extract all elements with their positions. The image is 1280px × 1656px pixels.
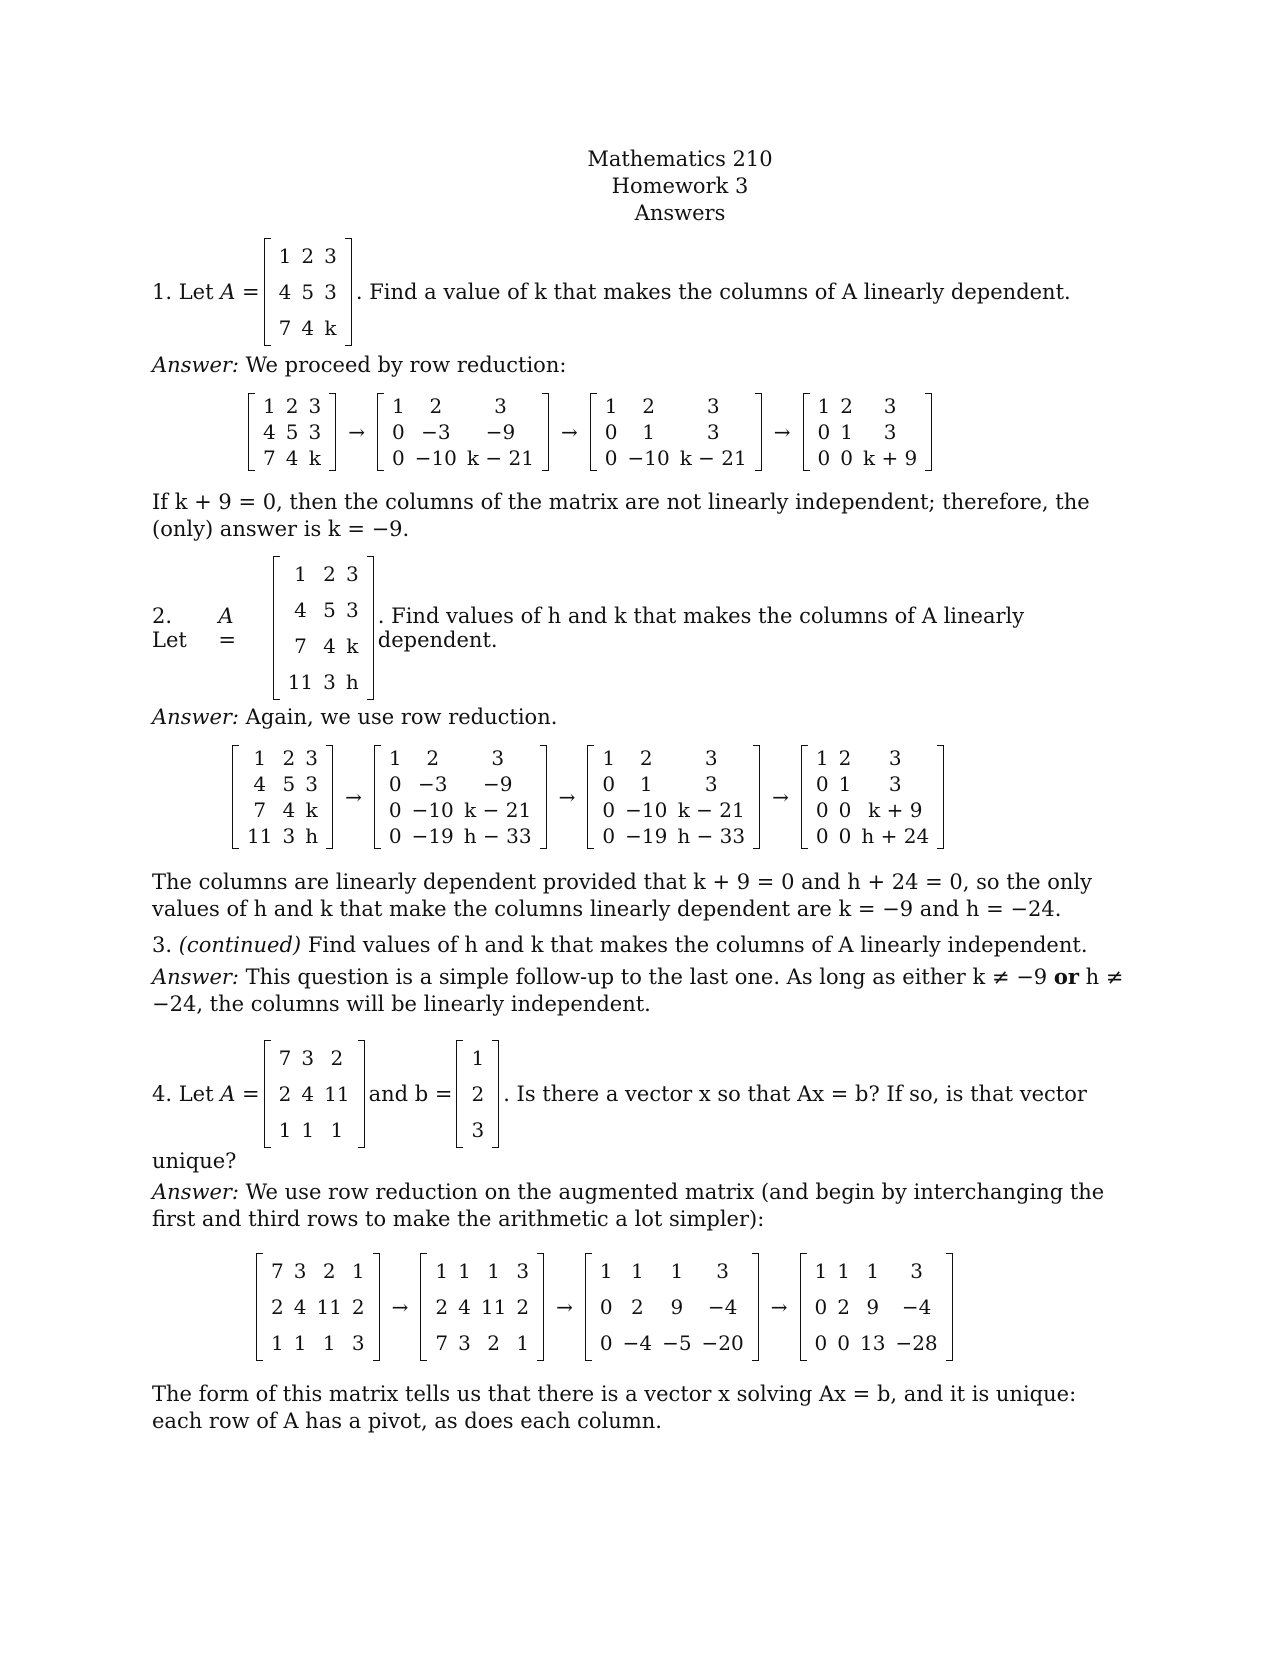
matrix-cell: k − 21 xyxy=(466,446,534,470)
matrix-cell: 1 xyxy=(253,746,267,770)
matrix-cell: 2 xyxy=(639,746,653,770)
answer-intro: We proceed by row reduction: xyxy=(245,353,567,377)
problem-2-answer xyxy=(152,704,1128,731)
matrix-cell: −3 xyxy=(421,420,451,444)
course-title: Mathematics 210 xyxy=(587,147,773,171)
matrix-cell: 1 xyxy=(322,1331,336,1355)
matrix-cell: 2 xyxy=(330,1046,344,1070)
matrix-cell: 3 xyxy=(351,1331,365,1355)
matrix-cell: 3 xyxy=(345,598,359,622)
matrix-cell: 0 xyxy=(388,798,402,822)
matrix-cell: 2 xyxy=(516,1295,530,1319)
matrix-cell: 3 xyxy=(293,1259,307,1283)
matrix-cell: 1 xyxy=(278,244,292,268)
matrix-cell: 4 xyxy=(285,446,299,470)
matrix-cell: 11 xyxy=(324,1082,350,1106)
answer-label: Answer: xyxy=(152,965,239,989)
matrix-cell: 0 xyxy=(388,772,402,796)
matrix-cell: k xyxy=(346,634,359,658)
answer-or: or xyxy=(1053,964,1079,989)
reduction-matrix xyxy=(377,393,549,471)
matrix-cell: 7 xyxy=(253,798,267,822)
reduction-matrix xyxy=(256,1253,380,1361)
matrix-cell: 2 xyxy=(301,244,315,268)
matrix-cell: −4 xyxy=(707,1295,738,1319)
matrix-cell: 3 xyxy=(910,1259,923,1283)
matrix-cell: 3 xyxy=(458,1331,471,1355)
matrix-cell: 0 xyxy=(840,446,853,470)
matrix-cell: h xyxy=(345,670,359,694)
matrix-cell: 11 xyxy=(316,1295,342,1319)
answer-label: Answer: xyxy=(152,705,239,729)
matrix-cell: 2 xyxy=(271,1295,284,1319)
matrix-cell: k − 21 xyxy=(677,798,745,822)
arrow-icon: → xyxy=(773,420,791,444)
matrix-cell: 1 xyxy=(294,562,307,586)
matrix-cell: 7 xyxy=(278,1046,292,1070)
matrix-cell: −19 xyxy=(625,824,668,848)
matrix-cell: 2 xyxy=(322,1259,336,1283)
matrix-cell: 11 xyxy=(247,824,273,848)
matrix-cell: 1 xyxy=(604,394,618,418)
matrix-cell: −3 xyxy=(417,772,448,796)
matrix-cell: 4 xyxy=(278,280,292,304)
reduction-matrix xyxy=(248,393,336,471)
matrix-cell: 1 xyxy=(602,746,616,770)
matrix-cell: 1 xyxy=(391,394,405,418)
matrix-cell: 3 xyxy=(491,746,505,770)
matrix-cell: 4 xyxy=(282,798,296,822)
row-reduction-4 xyxy=(252,1253,1128,1361)
arrow-icon: → xyxy=(558,785,576,809)
matrix-cell: 3 xyxy=(324,244,337,268)
problem-3-statement xyxy=(152,932,1128,959)
matrix-cell: 3 xyxy=(704,746,718,770)
matrix-cell: 4 xyxy=(294,598,307,622)
vector-b xyxy=(456,1040,499,1148)
matrix-cell: 2 xyxy=(278,1082,292,1106)
matrix-cell: 1 xyxy=(351,1259,365,1283)
matrix-cell: 0 xyxy=(388,824,402,848)
matrix-cell: 4 xyxy=(293,1295,307,1319)
homework-title: Homework 3 xyxy=(611,174,749,198)
matrix-cell: 0 xyxy=(604,420,618,444)
matrix-cell: 3 xyxy=(323,670,336,694)
arrow-icon: → xyxy=(556,1295,573,1319)
reduction-matrix xyxy=(801,745,944,849)
problem-3-answer xyxy=(152,963,1128,1018)
matrix-cell: 0 xyxy=(815,824,829,848)
problem-4-question-cont: unique? xyxy=(152,1149,237,1173)
matrix-cell: 1 xyxy=(837,1259,850,1283)
matrix-cell: −28 xyxy=(895,1331,938,1355)
matrix-cell: 1 xyxy=(630,1259,644,1283)
matrix-cell: 3 xyxy=(883,420,897,444)
reduction-matrix xyxy=(420,1253,544,1361)
matrix-a xyxy=(273,556,374,700)
matrix-cell: 1 xyxy=(330,1118,344,1142)
header xyxy=(192,146,1168,227)
matrix-cell: 4 xyxy=(323,634,336,658)
reduction-matrix xyxy=(585,1253,759,1361)
matrix-cell: 1 xyxy=(599,1259,613,1283)
matrix-cell: 3 xyxy=(883,394,897,418)
matrix-cell: 0 xyxy=(604,446,618,470)
matrix-cell: 1 xyxy=(642,420,655,444)
matrix-cell: k xyxy=(308,446,321,470)
matrix-cell: −4 xyxy=(622,1331,653,1355)
matrix-cell: 0 xyxy=(391,446,405,470)
matrix-cell: 1 xyxy=(435,1259,449,1283)
problem-2-conclusion: The columns are linearly dependent provided that k + 9 = 0 and h + 24 = 0, so the only values of h and k that make the columns linearly dependent are k = −9 and h = −24. xyxy=(152,870,1093,921)
problem-4-number: 4. Let xyxy=(152,1082,214,1106)
matrix-cell: −5 xyxy=(662,1331,692,1355)
matrix-cell: 1 xyxy=(817,394,831,418)
matrix-cell: −10 xyxy=(411,798,454,822)
matrix-a xyxy=(264,1040,365,1148)
problem-4-question: . Is there a vector x so that Ax = b? If so, is that vector xyxy=(503,1082,1087,1106)
answers-title: Answers xyxy=(634,201,726,225)
matrix-cell: 2 xyxy=(282,746,296,770)
reduction-matrix xyxy=(374,745,547,849)
matrix-cell: 5 xyxy=(282,772,296,796)
matrix-cell: 3 xyxy=(301,1046,315,1070)
matrix-cell: k + 9 xyxy=(862,446,918,470)
matrix-cell: 3 xyxy=(888,772,902,796)
matrix-cell: h + 24 xyxy=(861,824,930,848)
matrix-cell: 5 xyxy=(323,598,336,622)
matrix-cell: 1 xyxy=(458,1259,471,1283)
matrix-cell: 3 xyxy=(516,1259,530,1283)
answer-intro: Again, we use row reduction. xyxy=(245,705,558,729)
matrix-cell: 0 xyxy=(837,1331,850,1355)
matrix-cell: 1 xyxy=(639,772,653,796)
matrix-cell: k xyxy=(324,316,337,340)
matrix-cell: 1 xyxy=(670,1259,684,1283)
matrix-cell: −9 xyxy=(485,420,516,444)
matrix-cell: 3 xyxy=(305,772,318,796)
matrix-cell: 1 xyxy=(263,394,276,418)
matrix-cell: 0 xyxy=(599,1295,613,1319)
matrix-cell: 0 xyxy=(391,420,405,444)
reduction-matrix xyxy=(590,393,762,471)
matrix-cell: 4 xyxy=(253,772,267,796)
matrix-cell: 1 xyxy=(516,1331,530,1355)
problem-3-number: 3. xyxy=(152,933,173,957)
matrix-cell: 2 xyxy=(426,746,440,770)
matrix-cell: 3 xyxy=(282,824,296,848)
problem-2-number: 2. Let xyxy=(152,604,187,652)
matrix-cell: 13 xyxy=(860,1331,886,1355)
problem-3-question: Find values of h and k that makes the columns of A linearly independent. xyxy=(307,933,1088,957)
matrix-cell: −10 xyxy=(625,798,668,822)
matrix-cell: 1 xyxy=(471,1046,485,1070)
matrix-cell: 1 xyxy=(866,1259,880,1283)
matrix-cell: −10 xyxy=(414,446,457,470)
matrix-cell: 7 xyxy=(263,446,276,470)
matrix-cell: 3 xyxy=(305,746,318,770)
row-reduction-1 xyxy=(244,393,1128,471)
matrix-cell: h xyxy=(305,824,319,848)
matrix-cell: 3 xyxy=(308,420,322,444)
matrix-cell: 1 xyxy=(271,1331,284,1355)
matrix-cell: 7 xyxy=(271,1259,284,1283)
matrix-cell: 4 xyxy=(301,1082,315,1106)
matrix-cell: 2 xyxy=(429,394,443,418)
problem-1-question: . Find a value of k that makes the columns of A linearly dependent. xyxy=(355,280,1071,304)
answer-label: Answer: xyxy=(152,353,239,377)
matrix-cell: 2 xyxy=(838,746,852,770)
matrix-cell: 7 xyxy=(294,634,307,658)
matrix-cell: 7 xyxy=(435,1331,449,1355)
matrix-cell: −9 xyxy=(482,772,513,796)
matrix-cell: 2 xyxy=(323,562,336,586)
continued-label: (continued) xyxy=(178,933,302,957)
reduction-matrix xyxy=(232,745,333,849)
matrix-cell: 0 xyxy=(814,1331,828,1355)
answer-text-a: This question is a simple follow-up to the last one. As long as either k ≠ −9 xyxy=(245,965,1048,989)
matrix-cell: 3 xyxy=(716,1259,730,1283)
matrix-cell: 0 xyxy=(815,772,829,796)
matrix-cell: 1 xyxy=(815,746,829,770)
matrix-cell: 0 xyxy=(602,824,616,848)
problem-1-number: 1. Let xyxy=(152,280,214,304)
matrix-cell: 2 xyxy=(285,394,299,418)
problem-4 xyxy=(152,1040,1128,1435)
matrix-cell: h − 33 xyxy=(463,824,532,848)
matrix-cell: 2 xyxy=(471,1082,485,1106)
problem-1-statement xyxy=(152,238,1128,346)
matrix-cell: 3 xyxy=(471,1118,485,1142)
matrix-cell: 2 xyxy=(435,1295,449,1319)
matrix-cell: 2 xyxy=(630,1295,644,1319)
matrix-cell: 1 xyxy=(487,1259,500,1283)
problem-1-conclusion: If k + 9 = 0, then the columns of the matrix are not linearly independent; therefore, the (only) answer is k = −9. xyxy=(152,490,1090,541)
matrix-cell: −20 xyxy=(701,1331,744,1355)
problem-4-lhs: A = xyxy=(220,1082,260,1106)
problem-4-answer xyxy=(152,1179,1128,1233)
matrix-cell: 7 xyxy=(278,316,292,340)
row-reduction-2 xyxy=(228,745,1128,849)
problem-4-conclusion: The form of this matrix tells us that there is a vector x solving Ax = b, and it is unique: each row of A has a pivot, as does each column. xyxy=(152,1382,1077,1433)
matrix-cell: 1 xyxy=(814,1259,828,1283)
matrix-cell: 4 xyxy=(301,316,315,340)
matrix-cell: 2 xyxy=(351,1295,365,1319)
arrow-icon: → xyxy=(560,420,578,444)
matrix-cell: 3 xyxy=(706,420,720,444)
problem-1-lhs: A = xyxy=(220,280,260,304)
matrix-cell: 2 xyxy=(837,1295,850,1319)
problem-2 xyxy=(152,556,1128,923)
matrix-cell: 5 xyxy=(301,280,315,304)
problem-1 xyxy=(152,238,1128,543)
matrix-cell: 9 xyxy=(866,1295,880,1319)
matrix-cell: 4 xyxy=(458,1295,471,1319)
matrix-cell: 1 xyxy=(293,1331,307,1355)
matrix-cell: 0 xyxy=(817,446,831,470)
matrix-cell: 4 xyxy=(263,420,276,444)
answer-text-b: h ≠ −24, the columns will be linearly independent. xyxy=(152,965,1124,1016)
arrow-icon: → xyxy=(770,1295,788,1319)
matrix-cell: 2 xyxy=(642,394,655,418)
problem-3 xyxy=(152,932,1128,1018)
arrow-icon: → xyxy=(772,785,789,809)
matrix-cell: 2 xyxy=(487,1331,500,1355)
matrix-cell: 9 xyxy=(670,1295,684,1319)
matrix-a xyxy=(264,238,352,346)
matrix-cell: 0 xyxy=(817,420,831,444)
matrix-cell: 3 xyxy=(888,746,902,770)
problem-2-statement xyxy=(152,556,1128,700)
reduction-matrix xyxy=(803,393,933,471)
matrix-cell: 3 xyxy=(494,394,507,418)
matrix-cell: 0 xyxy=(602,772,616,796)
arrow-icon: → xyxy=(391,1295,409,1319)
matrix-cell: k + 9 xyxy=(868,798,923,822)
matrix-cell: h − 33 xyxy=(677,824,746,848)
matrix-cell: −4 xyxy=(901,1295,932,1319)
problem-4-statement xyxy=(152,1040,1128,1148)
matrix-cell: 3 xyxy=(324,280,337,304)
reduction-matrix xyxy=(800,1253,953,1361)
matrix-cell: 1 xyxy=(388,746,402,770)
answer-intro: We use row reduction on the augmented matrix (and begin by interchanging the first and third rows to make the arithmetic a lot simpler): xyxy=(152,1180,1105,1231)
matrix-cell: 0 xyxy=(838,798,852,822)
problem-2-question: . Find values of h and k that makes the columns of A linearly dependent. xyxy=(377,604,1025,652)
matrix-cell: 3 xyxy=(706,394,720,418)
matrix-cell: 0 xyxy=(838,824,852,848)
matrix-cell: 3 xyxy=(704,772,718,796)
arrow-icon: → xyxy=(345,785,362,809)
matrix-cell: 1 xyxy=(840,420,853,444)
reduction-matrix xyxy=(587,745,760,849)
problem-1-answer xyxy=(152,352,1128,379)
matrix-cell: 11 xyxy=(287,670,314,694)
matrix-cell: 0 xyxy=(814,1295,828,1319)
matrix-cell: 11 xyxy=(480,1295,507,1319)
matrix-cell: k − 21 xyxy=(464,798,532,822)
matrix-cell: k xyxy=(305,798,318,822)
matrix-cell: 1 xyxy=(838,772,852,796)
matrix-cell: 3 xyxy=(308,394,322,418)
matrix-cell: 1 xyxy=(278,1118,292,1142)
and-b-label: and b = xyxy=(368,1082,453,1106)
matrix-cell: −10 xyxy=(627,446,670,470)
matrix-cell: k − 21 xyxy=(679,446,747,470)
matrix-cell: −19 xyxy=(411,824,454,848)
matrix-cell: 3 xyxy=(345,562,359,586)
answer-label: Answer: xyxy=(152,1180,239,1204)
problem-2-lhs: A = xyxy=(218,604,237,652)
matrix-cell: 0 xyxy=(602,798,616,822)
matrix-cell: 1 xyxy=(301,1118,315,1142)
matrix-cell: 0 xyxy=(599,1331,613,1355)
arrow-icon: → xyxy=(348,420,365,444)
matrix-cell: 5 xyxy=(285,420,299,444)
matrix-cell: 0 xyxy=(815,798,829,822)
matrix-cell: 2 xyxy=(840,394,853,418)
